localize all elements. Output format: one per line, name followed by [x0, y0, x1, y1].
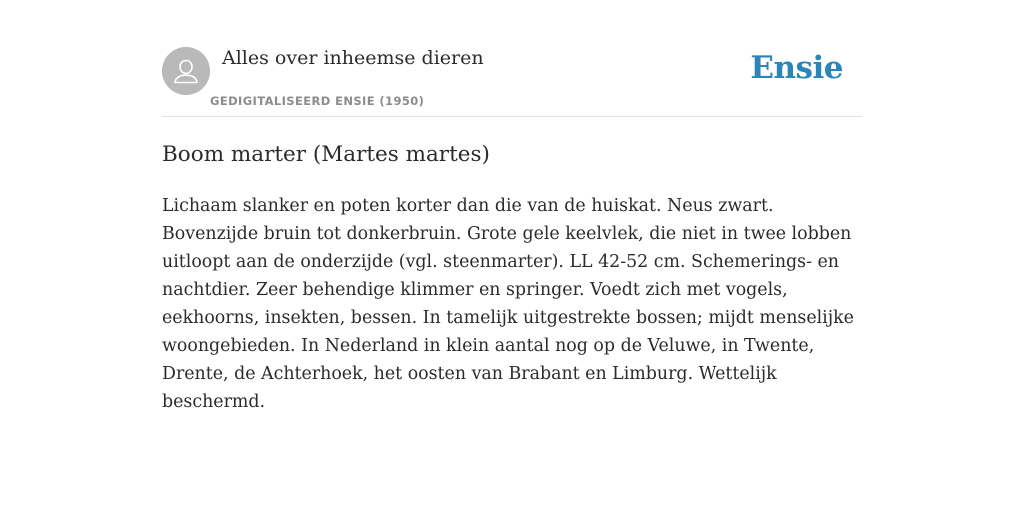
- entry-title: Boom marter (Martes martes): [162, 142, 490, 167]
- entry-body: Lichaam slanker en poten korter dan die van de huiskat. Neus zwart. Bovenzijde bruin tot donkerbruin. Grote gele keelvlek, die niet in twee lobben uitloopt aan de onderzijde (vgl. steenmarter). LL 42-52 cm. Schemerings- en nachtdier. Zeer behendige klimmer en springer. Voedt zich met vogels, eekhoorns, insekten, bessen. In tamelijk uitgestrekte bossen; mijdt menselijke woongebieden. In Nederland in klein aantal nog op de Veluwe, in Twente, Drente, de Achterhoek, het oosten van Brabant en Limburg. Wettelijk beschermd.: [162, 196, 854, 412]
- source-label: GEDIGITALISEERD ENSIE (1950): [210, 94, 425, 108]
- user-silhouette-icon: [162, 47, 210, 95]
- collection-title[interactable]: Alles over inheemse dieren: [222, 47, 484, 69]
- brand-logo[interactable]: Ensie: [750, 50, 843, 86]
- header: [162, 0, 862, 117]
- avatar[interactable]: [162, 47, 210, 95]
